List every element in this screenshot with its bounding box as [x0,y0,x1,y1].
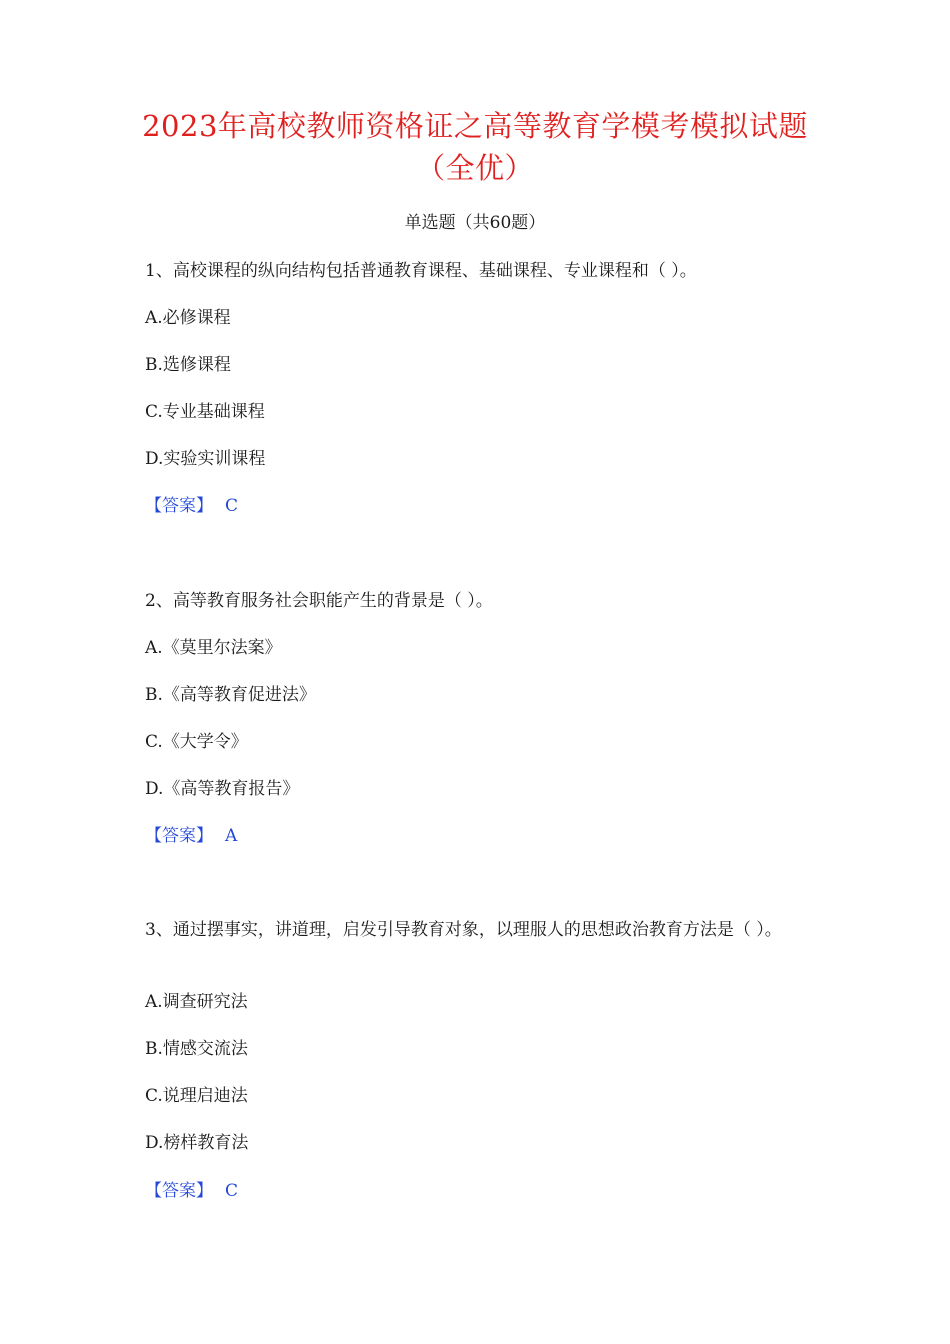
question-1-option-b: B.选修课程 [145,355,231,375]
question-1-option-d: D.实验实训课程 [145,449,266,469]
section-heading: 单选题（共60题） [404,213,546,233]
answer-value: C [225,1181,239,1201]
answer-label: 【答案】 [145,826,213,846]
question-1-answer [145,494,238,518]
question-2-option-b: B.《高等教育促进法》 [145,685,316,705]
answer-label: 【答案】 [145,496,213,516]
question-2-option-a: A.《莫里尔法案》 [145,638,282,658]
question-3-option-c: C.说理启迪法 [145,1086,248,1106]
question-2-option-c: C.《大学令》 [145,732,248,752]
question-3-option-d: D.榜样教育法 [145,1133,249,1153]
question-1-stem: 1、高校课程的纵向结构包括普通教育课程、基础课程、专业课程和（ ）。 [145,261,697,281]
question-3-stem: 3、通过摆事实，讲道理，启发引导教育对象，以理服人的思想政治教育方法是（ ）。 [145,920,782,940]
answer-label: 【答案】 [145,1181,213,1201]
answer-value: A [225,826,238,846]
question-2-answer [145,824,237,848]
question-3-option-b: B.情感交流法 [145,1039,248,1059]
question-3-answer [145,1179,238,1203]
question-2-stem: 2、高等教育服务社会职能产生的背景是（ ）。 [145,591,493,611]
question-1-option-c: C.专业基础课程 [145,402,265,422]
question-2-option-d: D.《高等教育报告》 [145,779,300,799]
question-1-option-a: A.必修课程 [145,308,231,328]
question-3-option-a: A.调查研究法 [145,992,248,1012]
answer-value: C [225,496,239,516]
title-line-2: （全优） [415,151,534,185]
document-title [120,105,830,189]
title-line-1: 2023年高校教师资格证之高等教育学模考模拟试题 [142,109,808,143]
